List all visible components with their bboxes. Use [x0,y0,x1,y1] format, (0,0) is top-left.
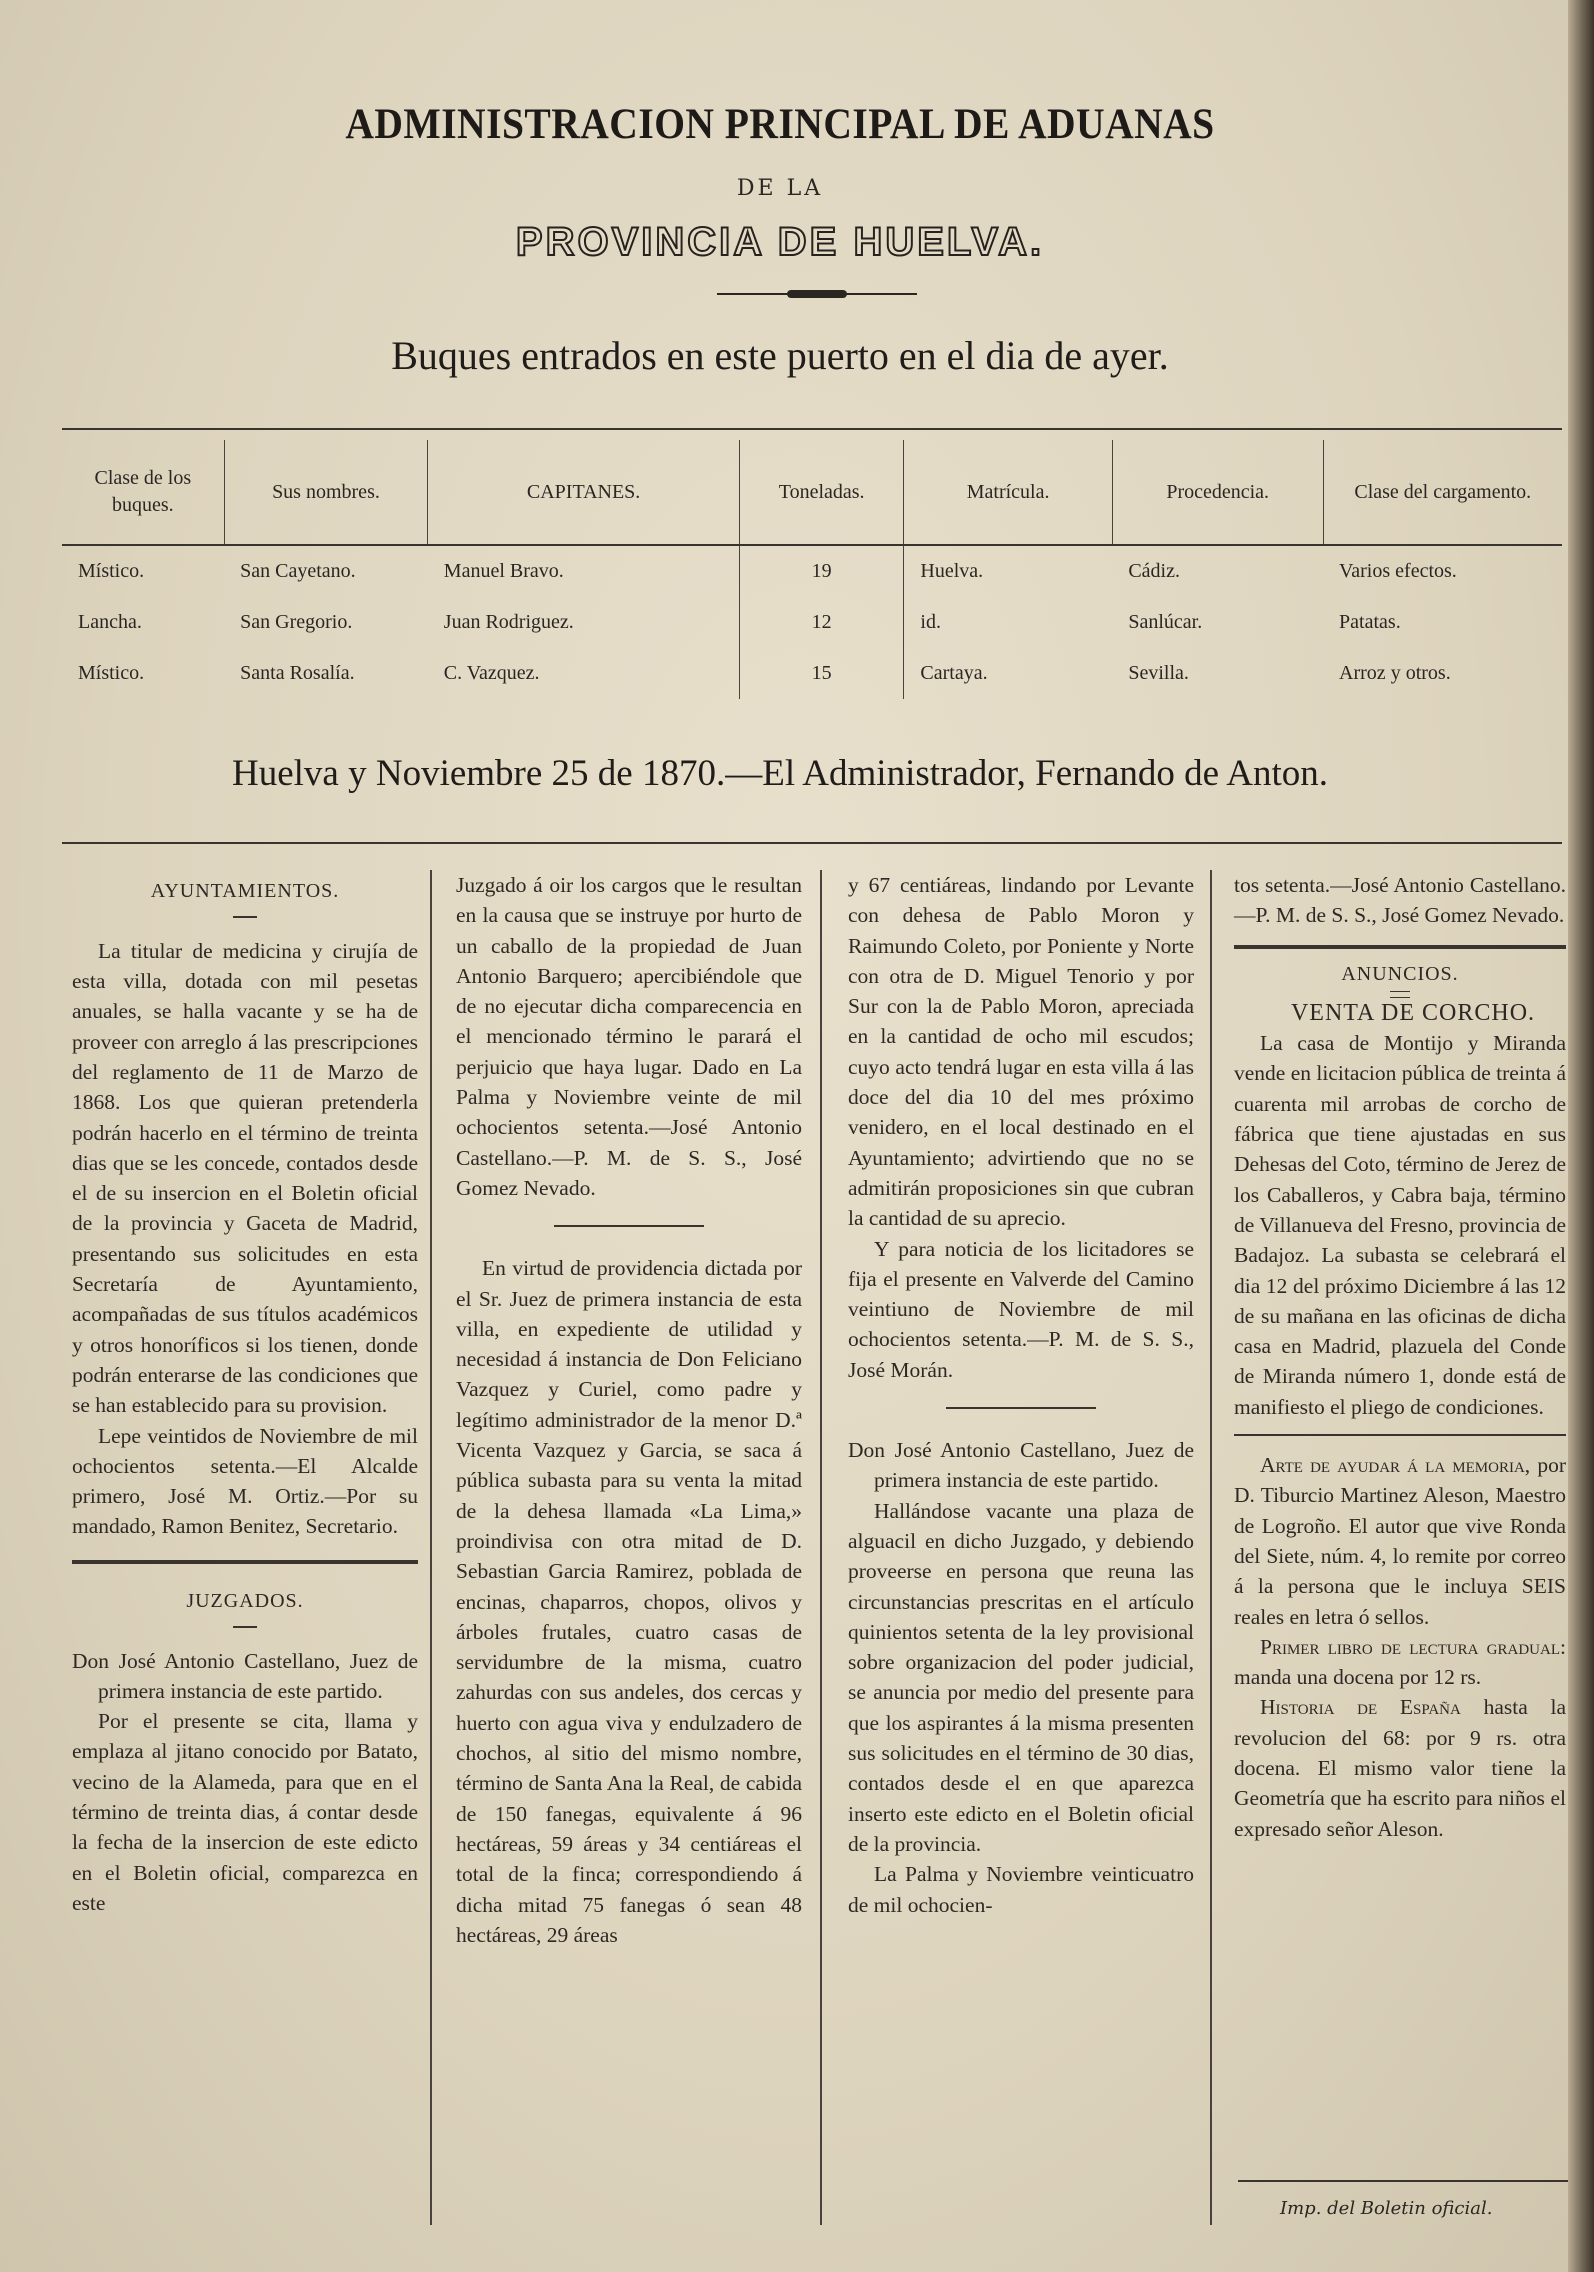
printer-imprint: Imp. del Boletin oficial. [1280,2198,1493,2219]
paragraph [1234,1450,1566,1632]
table-cell: Arroz y otros. [1339,662,1451,684]
table-cell: Manuel Bravo. [443,560,564,582]
heading-dash [233,916,257,918]
paragraph: La casa de Montijo y Miranda vende en licitacion pública de treinta á cuarenta mil arrobas de corcho de fábrica que tiene ajustadas en sus Dehesas del Coto, término de Jerez de los Caballeros, y Cabra baja, término de Villanueva del Fresno, provincia de Badajoz. La subasta se celebrará el dia 12 del próximo Diciembre á las 12 de su mañana en las oficinas de dicha casa en Madrid, plazuela del Conde de Miranda número 1, donde está de manifiesto el pliego de condiciones. [1234,1031,1566,1419]
column-header: Matrícula. [904,440,1112,545]
book-title: Arte de ayudar á la memoria, [1260,1453,1531,1478]
table-row [62,648,1562,699]
column-header: Procedencia. [1112,440,1323,545]
announcement-heading: VENTA DE CORCHO. [1290,999,1536,1026]
footer-rule [1238,2180,1568,2182]
paragraph: y 67 centiáreas, lindando por Levante con dehesa de Pablo Moron y Raimundo Coleto, por Poniente y Norte con otra de D. Miguel Tenorio y por Sur con la de Pablo Moron, apreciada en la cantidad de ocho mil escudos; cuyo acto tendrá lugar en esta villa á las doce del dia 10 del mes próximo venidero, en el local destinado en el Ayuntamiento; advirtiendo que no se admitirán proposiciones sin que cubran la cantidad de su aprecio. [848,873,1194,1231]
title-ornament [717,290,917,298]
notice-divider [554,1225,704,1227]
column-header: Sus nombres. [224,440,428,545]
administrator-signature: Huelva y Noviembre 25 de 1870.—El Administrador, Fernando de Anton. [232,753,1328,794]
table-cell: San Cayetano. [240,560,356,582]
announcement-divider [1234,1434,1566,1436]
section-heading-anuncios: ANUNCIOS. [1341,962,1459,985]
paragraph: Juzgado á oir los cargos que le resultan en la causa que se instruye por hurto de un caballo de la propiedad de Juan Antonio Barquero; apercibiéndole que de no ejecutar dicha comparecencia en el mencionado término le parará el perjuicio que haya lugar. Dado en La Palma y Noviembre veinte de mil ochocientos setenta.—José Antonio Castellano.—P. M. de S. S., José Gomez Nevado. [456,873,802,1200]
table-cell: San Gregorio. [240,611,353,633]
table-cell: Místico. [78,662,145,684]
table-cell: Patatas. [1339,611,1401,633]
table-cell: Sanlúcar. [1128,611,1203,633]
table-cell: Místico. [78,560,145,582]
column-2 [456,870,802,1950]
column-4 [1234,870,1566,1844]
table-cell: Santa Rosalía. [240,662,355,684]
column-header: Clase del cargamento. [1323,440,1562,545]
paragraph: La Palma y Noviembre veinticuatro de mil ochocien- [848,1862,1194,1917]
paragraph: En virtud de providencia dictada por el Sr. Juez de primera instancia de esta villa, en expediente de utilidad y necesidad á instancia de Don Feliciano Vazquez y Curiel, como padre y legítimo administrador de la menor D.ª Vicenta Vazquez y Garcia, se saca á pública subasta para su venta la mitad de la dehesa llamada «La Lima,» proindivisa con otra mitad de D. Sebastian Garcia Ramirez, poblada de encinas, chaparros, chopos, olivos y árboles frutales, cuatro casas de servidumbre de la misma, cuatro zahurdas con sus andeles, dos cercas y huerto con agua viva y endulzadero de chochos, al sitio del mismo nombre, término de Santa Ana la Real, de cabida de 150 fanegas, equivalente á 96 hectáreas, 59 áreas y 34 centiáreas el total de la finca; correspondiendo á dicha mitad 75 fanegas ó sean 48 hectáreas, 29 áreas [456,1256,802,1947]
province-title: PROVINCIA DE HUELVA. [515,220,1045,264]
column-header: Clase de los buques. [62,440,224,545]
column-rule [820,870,822,2225]
table-cell: Sevilla. [1128,662,1189,684]
section-heading-ayuntamientos: AYUNTAMIENTOS. [150,880,340,902]
paragraph: tos setenta.—José Antonio Castellano.—P. M. de S. S., José Gomez Nevado. [1234,873,1566,928]
book-description: hasta la revolucion del 68: por 9 rs. otra docena. El mismo valor tiene la Geometría que ha escrito para niños el expresado señor Aleson. [1234,1695,1566,1841]
table-top-rule [62,428,1562,430]
table-cell: Varios efectos. [1339,560,1457,582]
column-1 [72,870,418,1918]
book-spine-shadow [1568,0,1594,2272]
paragraph: Hallándose vacante una plaza de alguacil en dicho Juzgado, y debiendo proveerse en persona que reuna las circunstancias prescritas en el artículo quinientos setenta de la ley provisional sobre organizacion del poder judicial, se anuncia por medio del presente para que los aspirantes á la misma presenten sus solicitudes en el término de 30 dias, contados desde el en que aparezca inserto este edicto en el Boletin oficial de la provincia. [848,1498,1194,1856]
table-cell: 15 [739,648,904,699]
column-header: Toneladas. [739,440,904,545]
column-header: CAPITANES. [428,440,740,545]
column-3 [848,870,1194,1920]
notice-divider [946,1407,1096,1409]
page-title: ADMINISTRACION PRINCIPAL DE ADUANAS [345,101,1215,148]
paragraph: La titular de medicina y cirujía de esta villa, dotada con mil pesetas anuales, se halla vacante y se ha de proveer con arreglo á las prescripciones del reglamento de 11 de Marzo de 1868. Los que quieran pretenderla podrán hacerlo en el término de treinta dias que se les concede, contados desde el de su insercion en el Boletin oficial de la provincia y Gaceta de Madrid, presentando sus solicitudes en esta Secretaría de Ayuntamiento, acompañadas de sus títulos académicos y otros honoríficos si los tienen, donde podrán enterarse de las condiciones que se han establecido para su provision. [72,938,418,1418]
table-cell: Huelva. [904,545,1112,597]
column-divider [1234,945,1566,949]
table-cell: 12 [739,597,904,648]
heading-double-dash [1390,991,1410,998]
table-row [62,597,1562,648]
ships-table [62,440,1562,699]
table-cell: C. Vazquez. [443,662,540,684]
table-cell: Cádiz. [1128,560,1180,582]
table-header-row [62,440,1562,545]
title-connector: DE LA [736,176,824,201]
book-title: Historia de España [1260,1695,1461,1720]
table-row [62,545,1562,597]
table-cell: Cartaya. [904,648,1112,699]
column-divider [72,1560,418,1564]
table-cell: Lancha. [78,611,142,633]
table-cell: id. [904,597,1112,648]
book-description: por D. Tiburcio Martinez Aleson, Maestro de Logroño. El autor que vive Ronda del Siete, núm. 4, lo remite por correo á la persona que le incluya SEIS reales en letra ó sellos. [1234,1453,1567,1629]
paragraph: Lepe veintidos de Noviembre de mil ochocientos setenta.—El Alcalde primero, José M. Ortiz.—Por su mandado, Ramon Benitez, Secretario. [72,1423,418,1539]
book-title: Primer libro de lectura gradual: [1260,1634,1566,1659]
table-caption: Buques entrados en este puerto en el dia de ayer. [391,333,1169,378]
paragraph [1234,1632,1566,1693]
table-cell: 19 [739,545,904,597]
heading-dash [233,1626,257,1628]
column-rule [430,870,432,2225]
section-rule [62,842,1562,844]
paragraph: Don José Antonio Castellano, Juez de primera instancia de este partido. [848,1438,1194,1493]
table-cell: Juan Rodriguez. [443,611,574,633]
section-heading-juzgados: JUZGADOS. [186,1589,304,1612]
paragraph [1234,1692,1566,1843]
paragraph: Por el presente se cita, llama y emplaza al jitano conocido por Batato, vecino de la Alameda, para que en el término de treinta dias, á contar desde la fecha de la insercion de este edicto en el Boletin oficial, comparezca en este [72,1709,418,1915]
book-description: manda una docena por 12 rs. [1234,1665,1482,1690]
column-rule [1210,870,1212,2225]
paragraph: Y para noticia de los licitadores se fija el presente en Valverde del Camino veintiuno de Noviembre de mil ochocientos setenta.—P. M. de S. S., José Morán. [848,1236,1194,1382]
paragraph: Don José Antonio Castellano, Juez de primera instancia de este partido. [72,1648,418,1703]
